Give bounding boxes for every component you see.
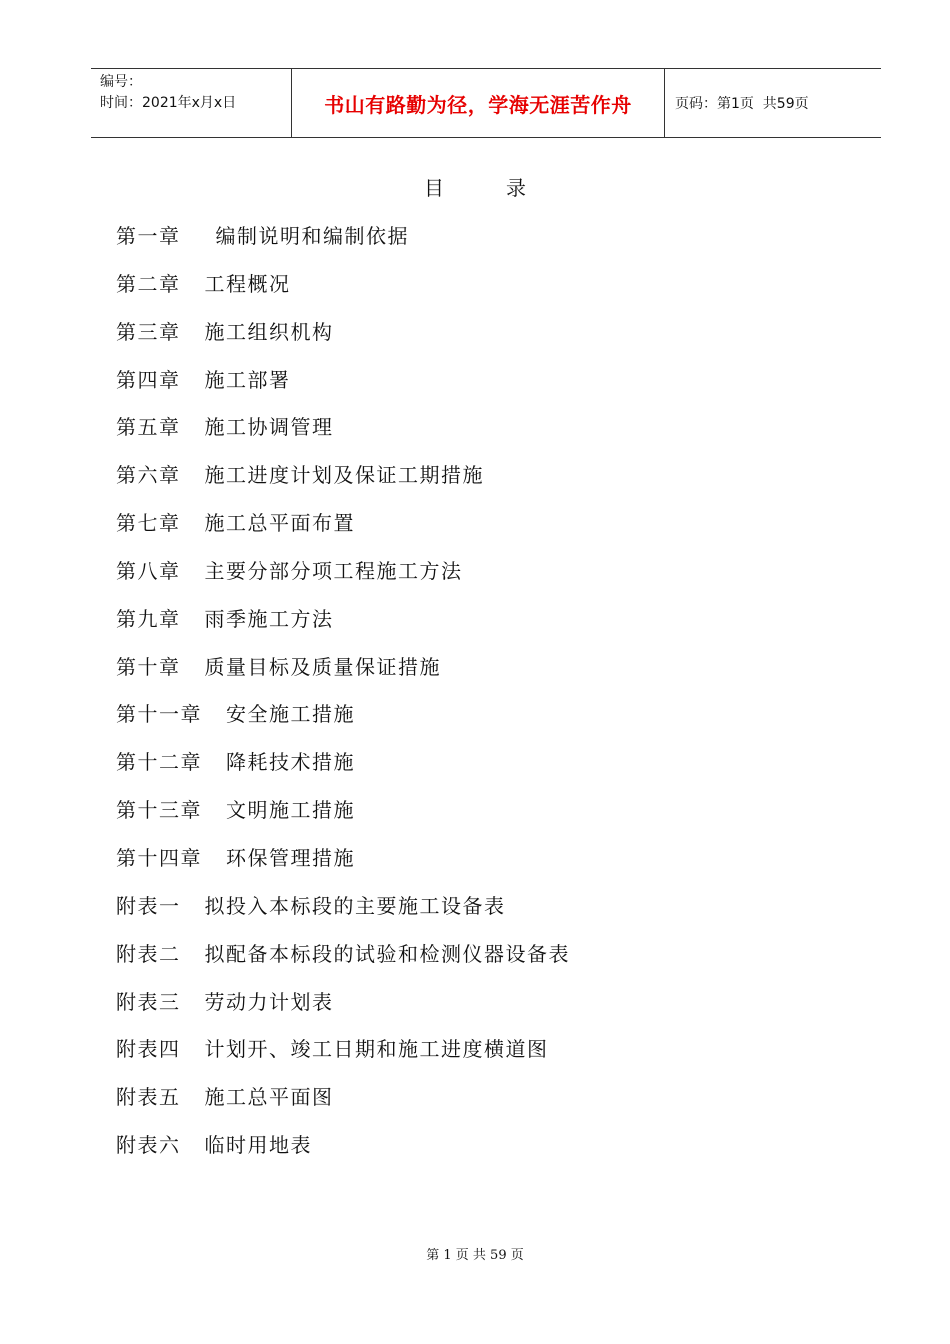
toc-chapter-label: 第十一章 — [116, 702, 202, 727]
toc-chapter-title: 主要分部分项工程施工方法 — [204, 558, 463, 583]
toc-item — [116, 796, 570, 844]
header-meta — [91, 69, 292, 137]
toc-title — [0, 174, 950, 202]
toc-chapter-label: 第十四章 — [116, 845, 202, 870]
toc-chapter-label: 第九章 — [116, 606, 181, 631]
toc-item — [116, 366, 570, 414]
toc-chapter-title: 环保管理措施 — [226, 845, 355, 870]
toc-chapter-title: 雨季施工方法 — [204, 606, 334, 631]
toc-chapter-label: 附表六 — [116, 1133, 181, 1158]
toc-chapter-title: 施工进度计划及保证工期措施 — [204, 463, 484, 488]
toc-item — [116, 413, 570, 461]
toc-item — [116, 1035, 570, 1083]
toc-chapter-title: 计划开、竣工日期和施工进度横道图 — [204, 1037, 549, 1062]
toc-chapter-title: 施工组织机构 — [204, 319, 334, 344]
toc-chapter-title: 拟投入本标段的主要施工设备表 — [204, 893, 506, 918]
toc-item — [116, 844, 570, 892]
toc-chapter-label: 第十章 — [116, 654, 181, 679]
toc-chapter-label: 第四章 — [116, 367, 181, 392]
toc-chapter-title: 工程概况 — [204, 271, 291, 296]
toc-chapter-label: 附表五 — [116, 1085, 181, 1110]
toc-item — [116, 222, 570, 270]
toc-chapter-title: 临时用地表 — [204, 1133, 312, 1158]
toc-chapter-label: 第七章 — [116, 511, 181, 536]
toc-chapter-title: 劳动力计划表 — [204, 989, 334, 1014]
toc-item — [116, 940, 570, 988]
toc-chapter-title: 编制说明和编制依据 — [215, 224, 409, 248]
header-slogan: 书山有路勤为径，学海无涯苦作舟 — [292, 69, 665, 137]
toc-chapter-title: 安全施工措施 — [226, 702, 355, 727]
toc-title-left: 目 — [424, 176, 444, 200]
toc-chapter-title: 施工部署 — [204, 367, 291, 392]
toc-chapter-label: 第八章 — [116, 558, 181, 583]
toc-chapter-label: 第三章 — [116, 319, 181, 344]
toc-item — [116, 1083, 570, 1131]
toc-chapter-title: 质量目标及质量保证措施 — [204, 654, 441, 679]
toc-list — [116, 222, 570, 1179]
toc-item — [116, 318, 570, 366]
toc-chapter-label: 附表二 — [116, 941, 181, 966]
toc-chapter-label: 第二章 — [116, 271, 181, 296]
toc-chapter-label: 第五章 — [116, 415, 181, 440]
toc-item — [116, 461, 570, 509]
toc-chapter-label: 第六章 — [116, 463, 181, 488]
toc-chapter-label: 第十三章 — [116, 798, 202, 823]
toc-item — [116, 509, 570, 557]
toc-item — [116, 557, 570, 605]
toc-chapter-label: 第十二章 — [116, 750, 202, 775]
toc-item — [116, 653, 570, 701]
toc-chapter-title: 施工协调管理 — [204, 415, 334, 440]
toc-chapter-label: 附表四 — [116, 1037, 181, 1062]
header-page-info: 页码：第1页 共59页 — [675, 96, 809, 112]
document-time-label: 时间：2021年x月x日 — [100, 95, 237, 111]
toc-title-right: 录 — [506, 176, 526, 200]
page-footer: 第 1 页 共 59 页 — [426, 1248, 524, 1263]
toc-item — [116, 748, 570, 796]
toc-item — [116, 892, 570, 940]
toc-chapter-title: 拟配备本标段的试验和检测仪器设备表 — [204, 941, 570, 966]
toc-chapter-title: 文明施工措施 — [226, 798, 355, 823]
toc-chapter-label: 第一章 — [116, 224, 181, 248]
toc-item — [116, 700, 570, 748]
toc-item — [116, 1131, 570, 1179]
toc-chapter-label: 附表三 — [116, 989, 181, 1014]
page-header — [91, 68, 881, 138]
toc-item — [116, 605, 570, 653]
toc-chapter-label: 附表一 — [116, 893, 181, 918]
document-number-label: 编号： — [100, 74, 142, 90]
toc-item — [116, 988, 570, 1036]
toc-chapter-title: 施工总平面图 — [204, 1085, 334, 1110]
toc-item — [116, 270, 570, 318]
toc-chapter-title: 降耗技术措施 — [226, 750, 355, 775]
toc-chapter-title: 施工总平面布置 — [204, 511, 355, 536]
